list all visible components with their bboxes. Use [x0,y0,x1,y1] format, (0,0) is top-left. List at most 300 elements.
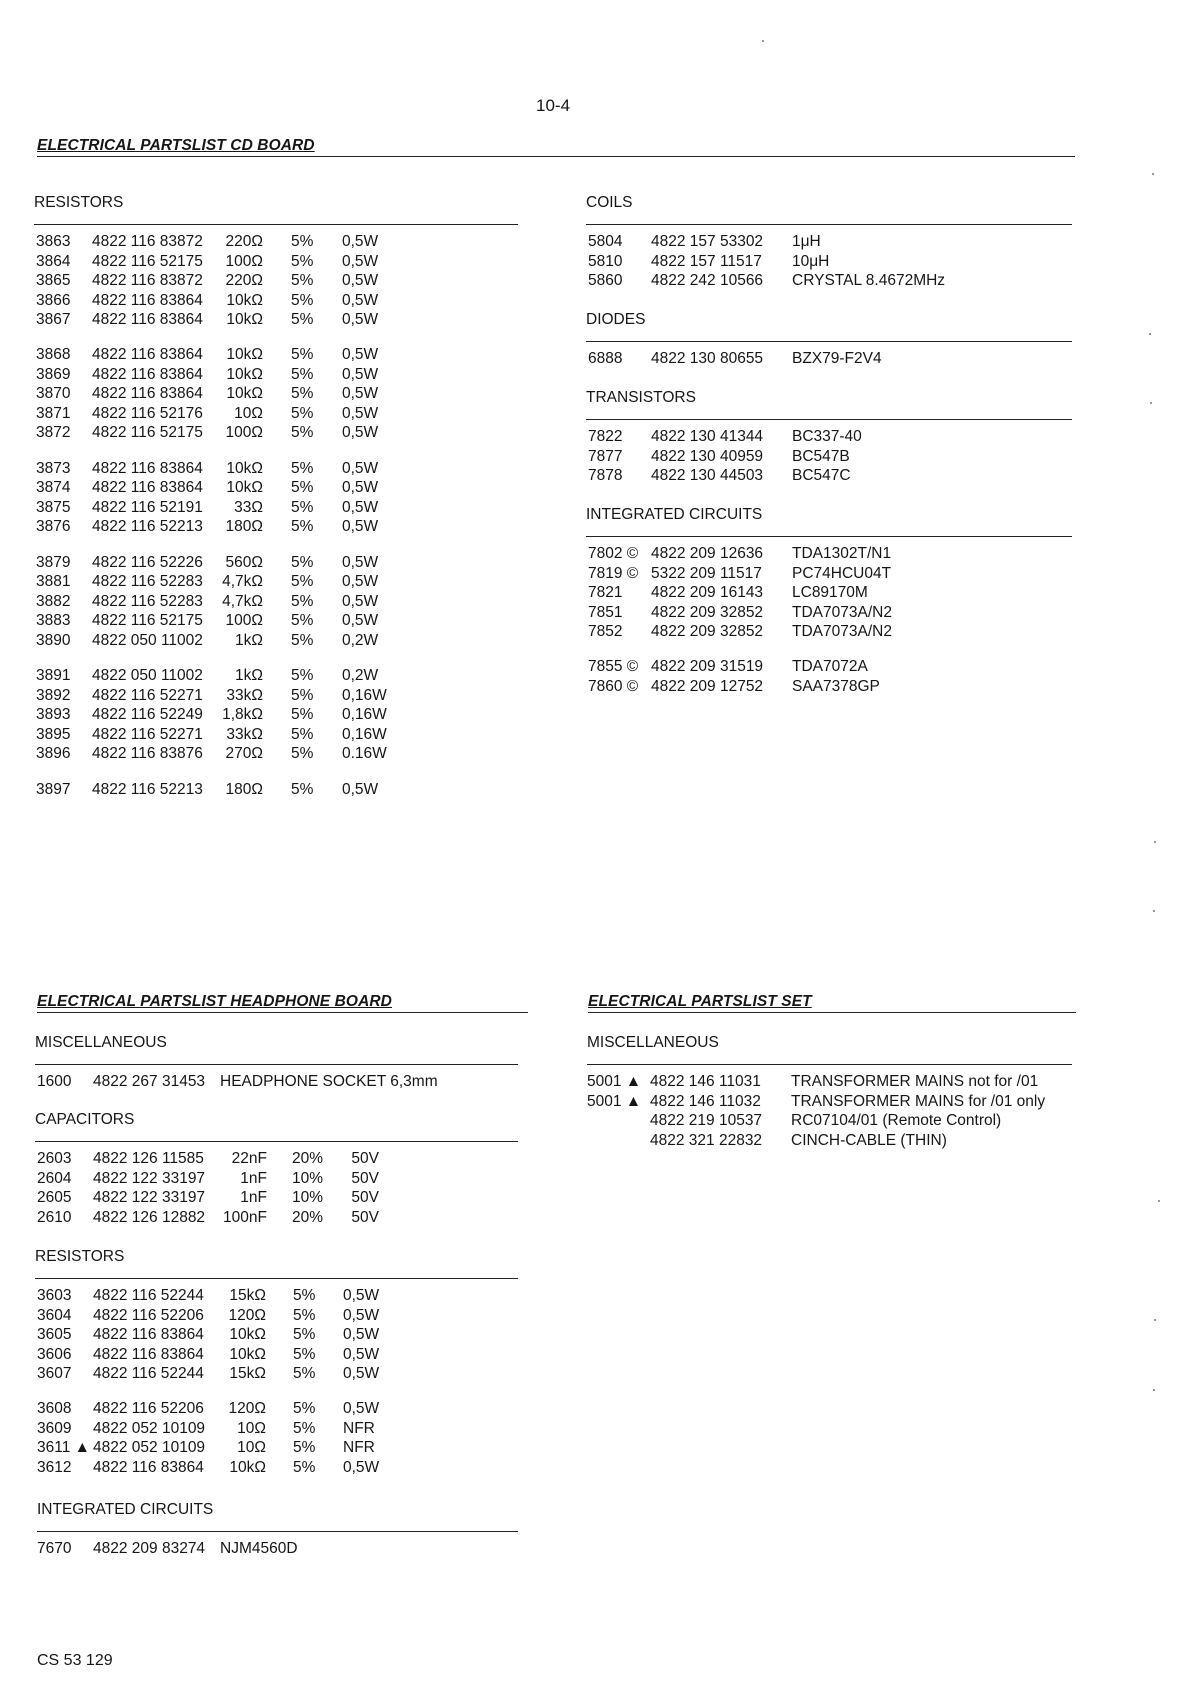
description-cell: RC07104/01 (Remote Control) [791,1112,1002,1129]
position-cell: 3604 [37,1306,72,1324]
value-cell: 10kΩ [229,1326,266,1343]
table-row [588,545,1068,565]
position-cell: 7877 [588,447,623,465]
table-row [37,1170,517,1190]
position-cell: 3603 [37,1287,72,1304]
description-cell: BC547B [792,447,850,465]
table-row [37,1209,517,1229]
position-cell: 3882 [36,592,71,610]
scan-speck [1152,173,1154,175]
part-number-cell: 4822 209 12636 [651,545,764,562]
value-cell: 33kΩ [226,686,263,704]
rating-cell: 0,5W [342,311,379,328]
table-row [37,1439,517,1459]
part-number-cell: 4822 116 52175 [92,252,203,270]
table-row [36,687,516,707]
value-cell: 120Ω [228,1306,266,1324]
rating-cell: 0,5W [342,780,379,798]
table-row [36,612,516,632]
table-row [36,632,516,652]
part-number-cell: 4822 321 22832 [650,1131,763,1149]
position-cell: 7852 [588,623,623,640]
description-cell: BC547C [792,467,851,484]
tolerance-cell: 5% [293,1458,316,1476]
table-row [36,460,516,480]
rating-cell: 50V [351,1189,379,1206]
part-number-cell: 4822 116 83872 [92,233,203,250]
scan-speck [1154,1319,1156,1321]
description-cell: TDA7073A/N2 [792,623,892,640]
position-cell: 2604 [37,1169,72,1187]
coils-heading-rule [586,224,1072,225]
position-cell: 3871 [36,404,71,422]
value-cell: 220Ω [225,233,263,250]
rating-cell: 0,16W [342,706,387,724]
tolerance-cell: 5% [293,1400,316,1418]
transistors-heading: TRANSISTORS [586,389,696,406]
description-cell: PC74HCU04T [792,564,892,582]
tolerance-cell: 5% [291,233,314,250]
position-cell: 3875 [36,498,71,516]
headphone-board-title: ELECTRICAL PARTSLIST HEADPHONE BOARD [37,993,392,1010]
table-row [588,272,1068,292]
table-row [37,1540,517,1560]
headphone-board-title-rule [37,1012,528,1013]
part-number-cell: 4822 209 32852 [651,623,764,640]
part-number-cell: 4822 130 80655 [651,350,764,367]
tolerance-cell: 10% [292,1189,324,1206]
part-number-cell: 4822 116 83864 [92,385,203,403]
hp-capacitors-heading: CAPACITORS [35,1111,135,1128]
rating-cell: 0,5W [342,385,379,403]
scan-speck [1149,333,1151,335]
position-cell: 3893 [36,706,71,724]
part-number-cell: 4822 116 52206 [93,1306,204,1324]
table-row [36,593,516,613]
tolerance-cell: 5% [291,780,314,798]
part-number-cell: 4822 209 32852 [651,603,764,621]
value-cell: 270Ω [225,745,263,763]
tolerance-cell: 5% [293,1419,316,1437]
part-number-cell: 4822 126 11585 [93,1150,204,1167]
value-cell: 1kΩ [235,631,263,649]
value-cell: 10kΩ [226,311,263,328]
value-cell: 560Ω [225,553,263,571]
position-cell: 3876 [36,518,71,536]
set-title-rule [588,1012,1076,1013]
scan-speck [762,40,764,42]
part-number-cell: 5322 209 11517 [651,564,762,582]
value-cell: 15kΩ [229,1287,266,1304]
rating-cell: 0,5W [342,518,379,536]
tolerance-cell: 5% [291,573,314,591]
position-cell: 3863 [36,233,71,250]
tolerance-cell: 10% [292,1169,324,1187]
tolerance-cell: 5% [291,706,314,724]
tolerance-cell: 5% [293,1365,316,1382]
position-cell: 1600 [37,1073,72,1090]
part-number-cell: 4822 116 52271 [92,686,203,704]
rating-cell: 0,5W [342,612,379,630]
table-row [37,1073,517,1093]
table-row [588,428,1068,448]
rating-cell: 0,5W [343,1326,380,1343]
table-row [36,292,516,312]
table-row [37,1365,517,1385]
position-cell: 7802 © [588,545,639,562]
hp-resistors-heading-rule [35,1278,518,1279]
part-number-cell: 4822 116 83864 [92,346,203,364]
scan-speck [1154,841,1156,843]
tolerance-cell: 5% [293,1326,316,1343]
part-number-cell: 4822 146 11031 [650,1073,761,1090]
position-cell: 3867 [36,311,71,328]
rating-cell: 0,5W [342,252,379,270]
description-cell: TDA7073A/N2 [792,603,892,621]
part-number-cell: 4822 116 83864 [92,479,203,497]
value-cell: 220Ω [225,272,263,289]
rating-cell: 0,5W [342,498,379,516]
rating-cell: 0,5W [343,1287,380,1304]
position-cell: 7670 [37,1540,72,1557]
tolerance-cell: 20% [292,1150,324,1167]
table-row [36,554,516,574]
part-number-cell: 4822 050 11002 [92,667,203,685]
value-cell: 33kΩ [226,725,263,743]
tolerance-cell: 5% [293,1345,316,1363]
rating-cell: 0,16W [342,686,387,704]
rating-cell: 0,5W [343,1306,380,1324]
table-row [588,233,1068,253]
value-cell: 100nF [223,1208,267,1226]
diodes-heading: DIODES [586,311,646,328]
description-cell: BC337-40 [792,428,862,445]
rating-cell: 50V [351,1150,379,1167]
position-cell: 3873 [36,459,71,477]
value-cell: 100Ω [225,424,263,442]
table-row [588,678,1068,698]
position-cell: 3897 [36,780,71,798]
value-cell: 180Ω [225,518,263,536]
set-misc-heading: MISCELLANEOUS [587,1034,719,1051]
part-number-cell: 4822 116 83872 [92,272,203,289]
part-number-cell: 4822 052 10109 [93,1419,206,1437]
rating-cell: 0,5W [342,573,379,591]
description-cell: SAA7378GP [792,677,880,695]
position-cell: 3612 [37,1458,72,1476]
value-cell: 10kΩ [229,1458,266,1476]
table-row [36,573,516,593]
part-number-cell: 4822 116 83864 [93,1326,204,1343]
part-number-cell: 4822 116 83864 [93,1458,204,1476]
part-number-cell: 4822 242 10566 [651,272,764,289]
tolerance-cell: 5% [291,612,314,630]
value-cell: 1nF [240,1169,267,1187]
position-cell: 3896 [36,745,71,763]
rating-cell: 50V [351,1169,379,1187]
position-cell: 3866 [36,291,71,309]
part-number-cell: 4822 130 44503 [651,467,764,484]
rating-cell: 0,5W [342,291,379,309]
position-cell: 3864 [36,252,71,270]
part-number-cell: 4822 116 52283 [92,573,203,591]
value-cell: 100Ω [225,252,263,270]
position-cell: 6888 [588,350,623,367]
position-cell: 3868 [36,346,71,364]
table-row [587,1112,1067,1132]
value-cell: 10kΩ [226,479,263,497]
position-cell: 3892 [36,686,71,704]
table-row [587,1132,1067,1152]
part-number-cell: 4822 122 33197 [93,1169,206,1187]
tolerance-cell: 5% [291,553,314,571]
rating-cell: 0,5W [342,459,379,477]
tolerance-cell: 5% [291,424,314,442]
position-cell: 3869 [36,365,71,383]
position-cell: 3605 [37,1326,72,1343]
rating-cell: 0,5W [343,1400,380,1418]
part-number-cell: 4822 116 52271 [92,725,203,743]
value-cell: 10kΩ [226,291,263,309]
value-cell: 120Ω [228,1400,266,1418]
description-cell: TDA7072A [792,658,868,676]
part-number-cell: 4822 116 83864 [93,1345,204,1363]
tolerance-cell: 5% [291,459,314,477]
part-number-cell: 4822 209 12752 [651,677,764,695]
table-row [36,366,516,386]
page-number: 10-4 [536,96,571,115]
rating-cell: 0.16W [342,745,387,763]
position-cell: 5810 [588,252,623,270]
table-row [36,253,516,273]
position-cell: 3608 [37,1400,72,1418]
tolerance-cell: 5% [291,404,314,422]
rating-cell: 50V [351,1208,379,1226]
table-row [37,1326,517,1346]
table-row [36,706,516,726]
part-number-cell: 4822 116 83864 [92,291,203,309]
table-row [36,726,516,746]
table-row [36,424,516,444]
value-cell: 33Ω [234,498,263,516]
table-row [37,1189,517,1209]
table-row [588,584,1068,604]
rating-cell: 0,16W [342,725,387,743]
hp-ic-heading: INTEGRATED CIRCUITS [37,1501,214,1518]
table-row [587,1073,1067,1093]
position-cell: 7860 © [588,677,639,695]
value-cell: 10Ω [234,404,263,422]
cd-resistors-heading-rule [34,224,518,225]
part-number-cell: 4822 157 11517 [651,252,762,270]
table-row [36,745,516,765]
rating-cell: NFR [343,1439,375,1457]
part-number-cell: 4822 116 52175 [92,424,203,442]
value-cell: 10kΩ [226,459,263,477]
value-cell: 10kΩ [226,346,263,364]
coils-heading: COILS [586,194,633,211]
description-cell: 10μH [792,252,830,270]
tolerance-cell: 5% [291,745,314,763]
table-row [588,253,1068,273]
value-cell: 1,8kΩ [222,706,263,724]
table-row [588,467,1068,487]
rating-cell: 0,2W [342,631,379,649]
value-cell: 4,7kΩ [222,592,263,610]
tolerance-cell: 5% [291,518,314,536]
value-cell: 15kΩ [229,1365,266,1382]
part-number-cell: 4822 130 40959 [651,447,764,465]
value-cell: 10kΩ [229,1345,266,1363]
description-cell: TRANSFORMER MAINS for /01 only [791,1092,1046,1110]
value-cell: 1kΩ [235,667,263,685]
tolerance-cell: 5% [291,311,314,328]
description-cell: BZX79-F2V4 [792,350,882,367]
rating-cell: 0,5W [343,1345,380,1363]
position-cell: 7819 © [588,564,639,582]
table-row [588,658,1068,678]
value-cell: 180Ω [225,780,263,798]
tolerance-cell: 5% [291,346,314,364]
scan-speck [1153,910,1155,912]
description-cell: CRYSTAL 8.4672MHz [792,272,946,289]
rating-cell: 0,5W [342,233,379,250]
scan-speck [1150,402,1152,404]
set-title: ELECTRICAL PARTSLIST SET [588,993,812,1010]
tolerance-cell: 5% [291,252,314,270]
table-row [36,346,516,366]
description-cell: HEADPHONE SOCKET 6,3mm [220,1073,438,1090]
position-cell: 5001 ▲ [587,1073,642,1090]
part-number-cell: 4822 116 83864 [92,311,203,328]
tolerance-cell: 20% [292,1208,324,1226]
table-row [587,1093,1067,1113]
rating-cell: 0,5W [342,272,379,289]
position-cell: 7821 [588,584,623,601]
part-number-cell: 4822 157 53302 [651,233,764,250]
part-number-cell: 4822 116 52244 [93,1287,204,1304]
rating-cell: 0,5W [343,1458,380,1476]
tolerance-cell: 5% [291,498,314,516]
table-row [37,1287,517,1307]
part-number-cell: 4822 122 33197 [93,1189,206,1206]
position-cell: 3890 [36,631,71,649]
value-cell: 10Ω [237,1419,266,1437]
document-code: CS 53 129 [37,1652,113,1669]
tolerance-cell: 5% [291,725,314,743]
table-row [588,604,1068,624]
table-row [36,667,516,687]
transistors-heading-rule [586,419,1072,420]
tolerance-cell: 5% [291,686,314,704]
position-cell: 3865 [36,272,71,289]
description-cell: TDA1302T/N1 [792,545,892,562]
tolerance-cell: 5% [293,1306,316,1324]
part-number-cell: 4822 146 11032 [650,1092,761,1110]
part-number-cell: 4822 116 83876 [92,745,203,763]
value-cell: 10kΩ [226,365,263,383]
part-number-cell: 4822 116 52191 [92,498,203,516]
tolerance-cell: 5% [291,365,314,383]
part-number-cell: 4822 116 52226 [92,553,203,571]
table-row [36,405,516,425]
description-cell: 1μH [792,233,821,250]
table-row [37,1307,517,1327]
table-row [37,1400,517,1420]
position-cell: 2603 [37,1150,72,1167]
table-row [37,1459,517,1479]
part-number-cell: 4822 116 52175 [92,612,203,630]
table-row [588,565,1068,585]
part-number-cell: 4822 209 31519 [651,658,764,676]
table-row [37,1420,517,1440]
part-number-cell: 4822 219 10537 [650,1112,763,1129]
position-cell: 3895 [36,725,71,743]
scan-speck [1153,1389,1155,1391]
position-cell: 3872 [36,424,71,442]
part-number-cell: 4822 126 12882 [93,1208,206,1226]
position-cell: 3879 [36,553,71,571]
rating-cell: 0,5W [342,592,379,610]
position-cell: 5860 [588,272,623,289]
position-cell: 3891 [36,667,71,685]
tolerance-cell: 5% [291,592,314,610]
rating-cell: 0,5W [342,424,379,442]
position-cell: 7822 [588,428,623,445]
rating-cell: 0,5W [342,404,379,422]
position-cell: 3611 ▲ [37,1439,90,1457]
tolerance-cell: 5% [291,291,314,309]
rating-cell: 0,5W [343,1365,380,1382]
position-cell: 2610 [37,1208,72,1226]
table-row [36,499,516,519]
position-cell: 3881 [36,573,71,591]
diodes-heading-rule [586,341,1072,342]
table-row [36,311,516,331]
part-number-cell: 4822 052 10109 [93,1439,206,1457]
part-number-cell: 4822 050 11002 [92,631,203,649]
part-number-cell: 4822 116 83864 [92,365,203,383]
hp-ic-heading-rule [37,1531,518,1532]
part-number-cell: 4822 116 52176 [92,404,203,422]
table-row [36,518,516,538]
description-cell: NJM4560D [220,1540,298,1557]
description-cell: CINCH-CABLE (THIN) [791,1131,947,1149]
table-row [36,272,516,292]
table-row [36,233,516,253]
tolerance-cell: 5% [291,631,314,649]
part-number-cell: 4822 209 16143 [651,584,764,601]
scan-speck [1158,1200,1160,1202]
position-cell: 3874 [36,479,71,497]
tolerance-cell: 5% [291,667,314,685]
part-number-cell: 4822 267 31453 [93,1073,206,1090]
position-cell: 7855 © [588,658,639,676]
position-cell: 3606 [37,1345,72,1363]
position-cell: 7851 [588,603,623,621]
part-number-cell: 4822 116 52213 [92,780,203,798]
rating-cell: NFR [343,1419,375,1437]
position-cell: 3607 [37,1365,72,1382]
position-cell: 2605 [37,1189,72,1206]
cd-resistors-heading: RESISTORS [34,194,124,211]
hp-resistors-heading: RESISTORS [35,1248,125,1265]
part-number-cell: 4822 116 52213 [92,518,203,536]
hp-misc-heading: MISCELLANEOUS [35,1034,167,1051]
table-row [588,350,1068,370]
rating-cell: 0,5W [342,346,379,364]
value-cell: 10kΩ [226,385,263,403]
